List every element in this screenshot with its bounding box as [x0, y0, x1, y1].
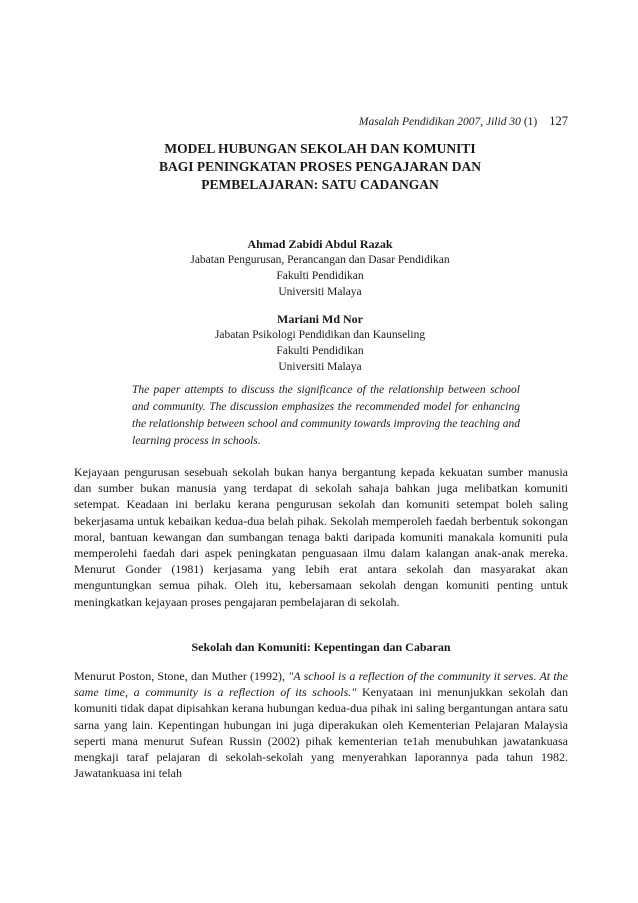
section-paragraph — [74, 668, 568, 781]
paper-title — [60, 140, 580, 194]
author-name: Ahmad Zabidi Abdul Razak — [247, 237, 393, 251]
author-department: Jabatan Pengurusan, Perancangan dan Dasar Pendidikan — [190, 254, 450, 266]
title-line-1: MODEL HUBUNGAN SEKOLAH DAN KOMUNITI — [164, 141, 476, 156]
author-department: Jabatan Psikologi Pendidikan dan Kaunseling — [214, 329, 426, 341]
paragraph-rest: Kenyataan ini menunjukkan sekolah dan komuniti tidak dapat dipisahkan kerana hubungan kedua-dua pihak ini saling bergantungan antara satu sarna yang lain. Kepentingan hubungan ini juga diperakukan oleh Kementerian Pelajaran Malaysia seperti mana menurut Sufean Russin (2002) pihak kementerian te1ah menubuhkan jawatankuasa mengkaji taraf pelajaran di sekolah-sekolah yang menyerahkan laporannya pada tahun 1982. Jawatankuasa ini telah — [74, 685, 568, 781]
abstract: The paper attempts to discuss the significance of the relationship between school and community. The discussion emphasizes the recommended model for enhancing the relationship between school and community towards improving the teaching and learning process in schools. — [132, 384, 520, 447]
author-university: Universiti Malaya — [278, 361, 362, 373]
author-university: Universiti Malaya — [278, 286, 362, 298]
title-line-3: PEMBELAJARAN: SATU CADANGAN — [201, 177, 439, 192]
author-block-1 — [60, 236, 580, 300]
journal-issue: (1) — [523, 116, 538, 128]
author-name: Mariani Md Nor — [277, 312, 363, 326]
journal-citation: Masalah Pendidikan 2007, Jilid 30 — [358, 116, 521, 128]
author-faculty: Fakulti Pendidikan — [276, 345, 364, 357]
intro-paragraph: Kejayaan pengurusan sesebuah sekolah bukan hanya bergantung kepada kekuatan sumber manusia dan sumber bukan manusia yang terdapat di sekolah sahaja bahkan juga melibatkan komuniti setempat. Keadaan ini berlaku kerana pengurusan sekolah dan komuniti setempat boleh saling bekerjasama untuk kebaikan kedua-dua belah pihak. Sekolah memperoleh faedah berbentuk sokongan moral, bantuan kewangan dan sumbangan tenaga bakti daripada komuniti manakala komuniti pula memperolehi faedah dari aspek peningkatan penguasaan ilmu dalam kalangan anak-anak mereka. Menurut Gonder (1981) kerjasama yang lebih erat antara sekolah dan masyarakat akan menguntungkan semua pihak. Oleh itu, kebersamaan sekolah dengan komuniti penting untuk meningkatkan kejayaan proses pengajaran pembelajaran di sekolah. — [74, 465, 568, 609]
block-quote: "A school is a reflection of the community it serves. At the same time, a community is a reflection of its schools." — [74, 669, 569, 700]
title-line-2: BAGI PENINGKATAN PROSES PENGAJARAN DAN — [158, 159, 482, 174]
author-block-2 — [60, 311, 580, 375]
section-heading: Sekolah dan Komuniti: Kepentingan dan Cabaran — [191, 640, 451, 654]
paragraph-intro: Menurut Poston, Stone, dan Muther (1992), — [74, 669, 289, 683]
running-header — [330, 114, 568, 129]
author-faculty: Fakulti Pendidikan — [276, 270, 364, 282]
page-number: 127 — [549, 114, 568, 128]
